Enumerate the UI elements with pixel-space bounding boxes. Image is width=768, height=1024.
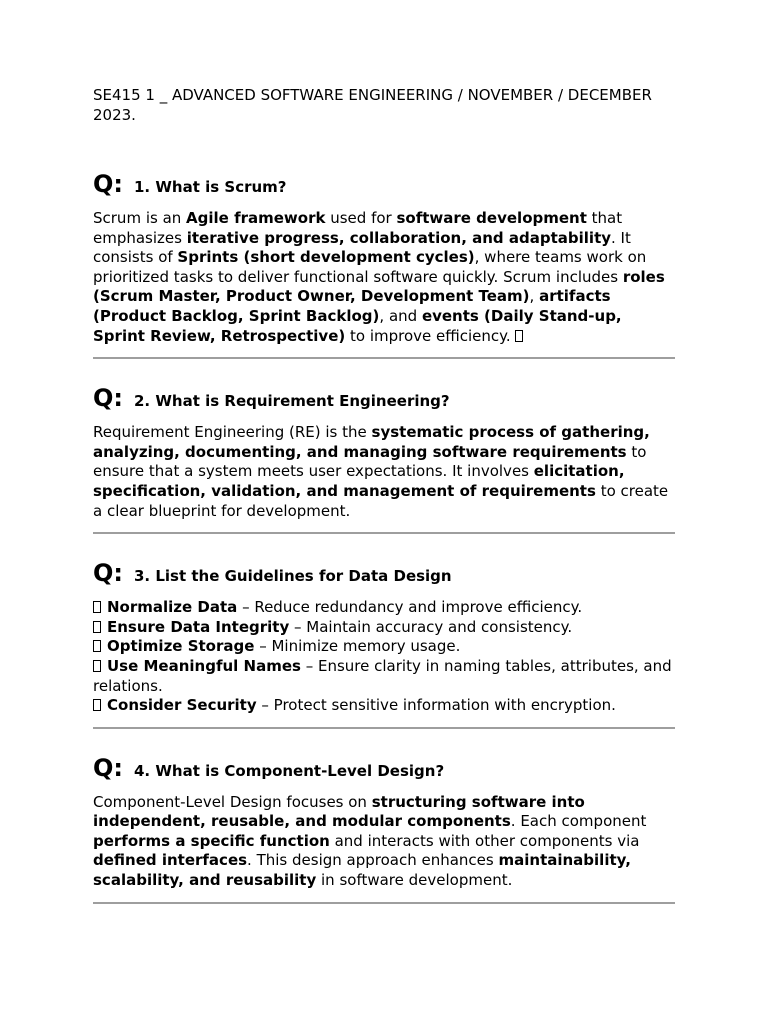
section-divider [93, 532, 675, 534]
answer-bold-run: Agile framework [186, 209, 326, 227]
answer-text-run: and interacts with other components via [329, 831, 640, 850]
header-line-1: SE415 1 _ ADVANCED SOFTWARE ENGINEERING / NOVEMBER / DECEMBER [93, 86, 652, 104]
question-section-2 [93, 384, 675, 521]
answer-text-run: , [529, 287, 540, 306]
question-title: 2. What is Requirement Engineering? [134, 392, 450, 411]
list-item-text: – Minimize memory usage. [254, 637, 461, 656]
question-section-4 [93, 754, 675, 891]
answer-bold-run: Sprints (short development cycles) [177, 248, 475, 267]
guideline-list [93, 598, 675, 716]
section-divider [93, 902, 675, 904]
question-heading [93, 754, 675, 782]
q-prefix: Q: [93, 559, 123, 588]
checkbox-glyph-icon [93, 601, 101, 613]
answer-bold-run: artifacts (Product Backlog, Sprint Backlog) [93, 287, 611, 325]
answer-bold-run: defined interfaces [93, 851, 248, 870]
checkbox-glyph-icon [93, 660, 101, 672]
answer-text-run: that emphasizes [93, 209, 623, 247]
list-item [93, 637, 675, 657]
answer-bold-run: iterative progress, collaboration, and adaptability [186, 228, 612, 247]
checkbox-glyph-icon [93, 621, 101, 633]
header-line-2: 2023. [93, 105, 136, 124]
answer-text-run: to create a clear blueprint for development. [93, 481, 669, 520]
section-divider [93, 727, 675, 729]
answer-bold-run: performs a specific function [93, 831, 330, 850]
answer-text-run: Scrum is an [93, 209, 187, 227]
answer-text-run: , and [379, 306, 422, 325]
q-prefix: Q: [93, 170, 123, 198]
answer-text-run: to ensure that a system meets user expectations. It involves [93, 442, 647, 481]
list-item-bold: Ensure Data Integrity [107, 617, 290, 636]
answer-bold-run: elicitation, specification, validation, and management of requirements [93, 462, 625, 500]
missing-glyph-icon [515, 330, 523, 342]
q-prefix: Q: [93, 384, 123, 413]
answer-paragraph [93, 793, 675, 891]
answer-text-run: in software development. [316, 871, 513, 890]
question-heading [93, 559, 675, 587]
list-item-bold: Normalize Data [107, 598, 238, 617]
document-page [93, 86, 675, 904]
list-item-bold: Consider Security [107, 696, 257, 715]
question-heading [93, 170, 675, 198]
list-item-text: – Protect sensitive information with encryption. [256, 696, 616, 715]
answer-bold-run: structuring software into independent, reusable, and modular components [93, 792, 585, 831]
list-item [93, 696, 675, 716]
list-item-text: – Ensure clarity in naming tables, attributes, and relations. [93, 656, 672, 695]
answer-paragraph [93, 423, 675, 521]
answer-bold-run: events (Daily Stand-up, Sprint Review, Retrospective) [93, 306, 622, 345]
list-item-text: – Maintain accuracy and consistency. [289, 617, 573, 636]
list-item [93, 657, 675, 696]
list-item-text: – Reduce redundancy and improve efficiency. [237, 598, 583, 617]
answer-text-run: Requirement Engineering (RE) is the [93, 423, 372, 442]
question-section-3 [93, 559, 675, 716]
list-item-bold: Use Meaningful Names [107, 656, 301, 675]
q-prefix: Q: [93, 753, 123, 782]
list-item [93, 618, 675, 638]
answer-text-run: used for [325, 209, 397, 227]
section-divider [93, 357, 675, 359]
answer-text-run: . This design approach enhances [247, 851, 499, 870]
answer-bold-run: maintainability, scalability, and reusability [93, 851, 631, 890]
answer-text-run: . It consists of [93, 228, 631, 267]
document-header [93, 86, 675, 125]
answer-paragraph [93, 209, 675, 346]
answer-bold-run: software development [396, 209, 587, 227]
checkbox-glyph-icon [93, 640, 101, 652]
question-heading [93, 384, 675, 412]
question-title: 1. What is Scrum? [134, 178, 287, 196]
list-item-bold: Optimize Storage [107, 637, 255, 656]
answer-text-run: Component-Level Design focuses on [93, 792, 372, 811]
answer-bold-run: systematic process of gathering, analyzing, documenting, and managing software requirements [93, 423, 650, 461]
question-section-1 [93, 170, 675, 346]
question-title: 3. List the Guidelines for Data Design [134, 567, 452, 586]
answer-text-run: . Each component [510, 812, 647, 831]
checkbox-glyph-icon [93, 699, 101, 711]
question-title: 4. What is Component-Level Design? [134, 761, 445, 780]
list-item [93, 598, 675, 618]
answer-text-run: , where teams work on prioritized tasks to deliver functional software quickly. Scrum includes [93, 248, 647, 286]
answer-text-run: to improve efficiency. [345, 326, 516, 345]
answer-bold-run: roles (Scrum Master, Product Owner, Development Team) [93, 267, 665, 306]
